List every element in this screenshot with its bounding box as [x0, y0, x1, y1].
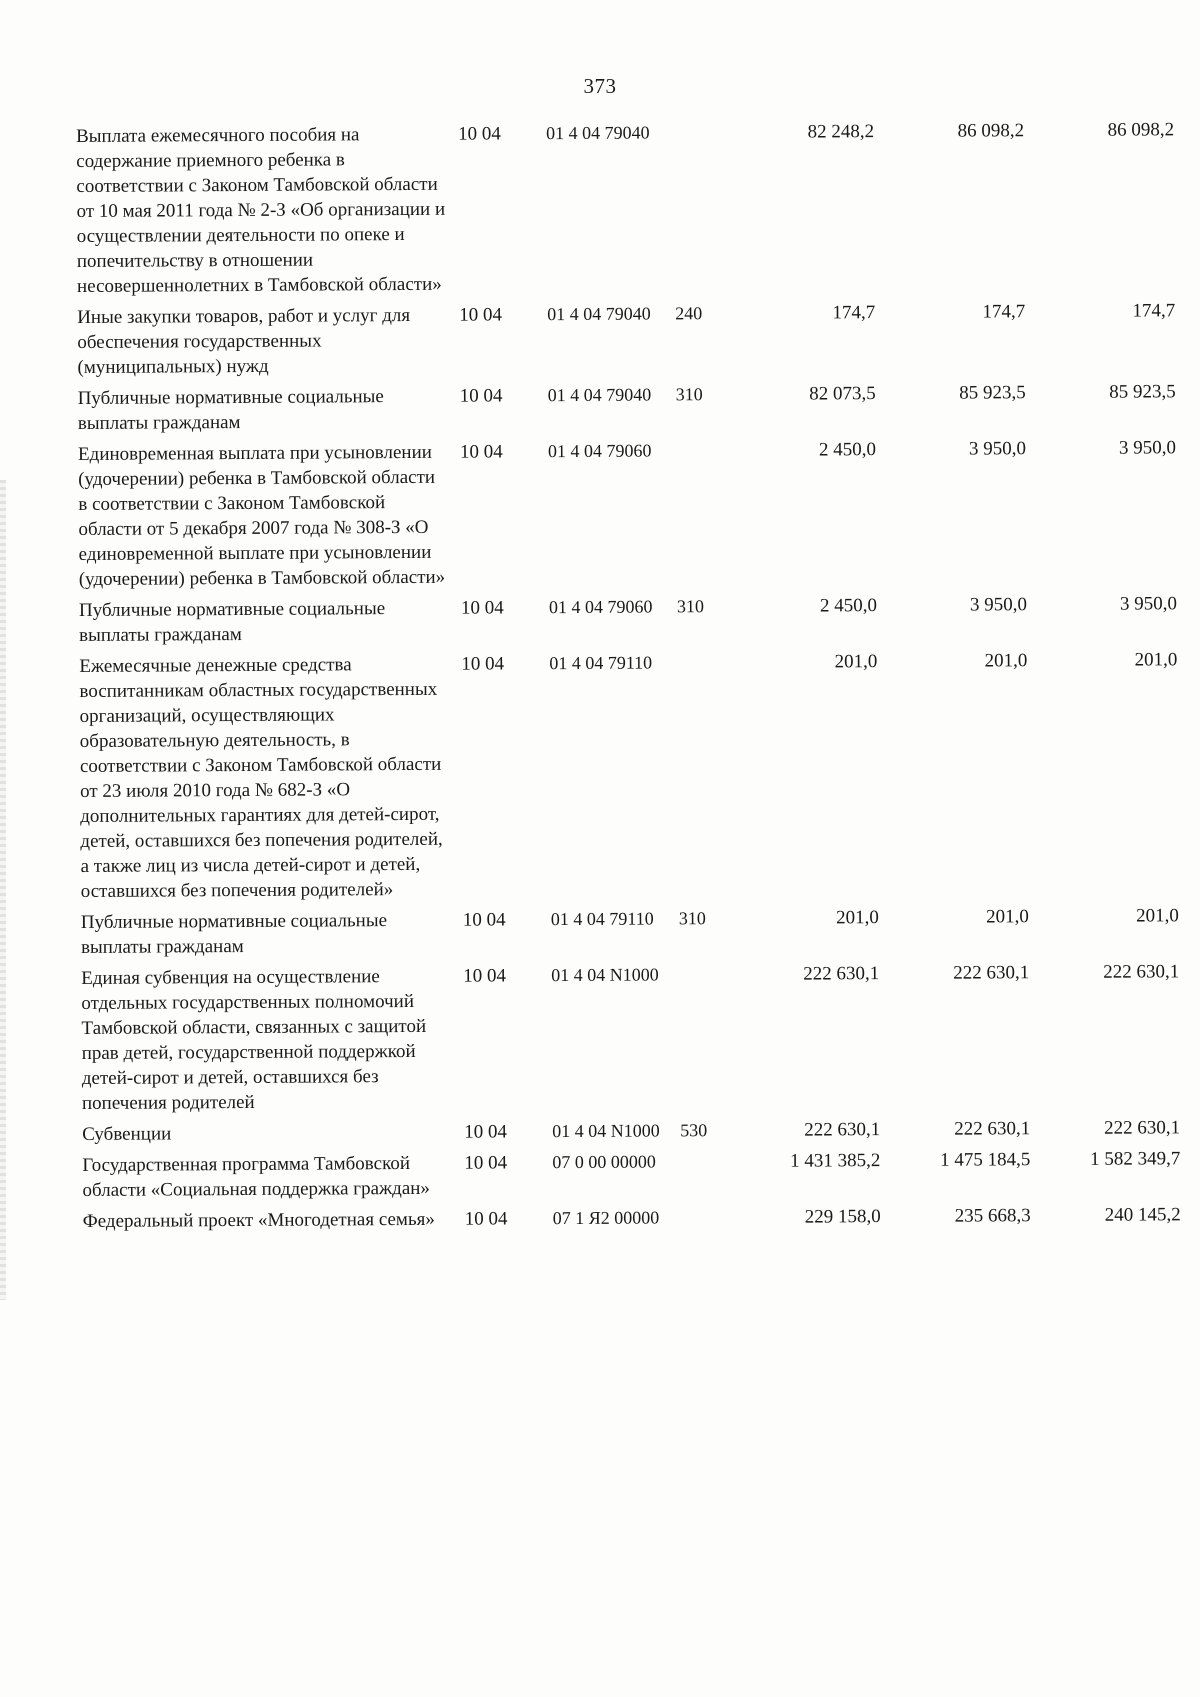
row-section-code: 10 04: [458, 123, 501, 145]
row-section-code: 10 04: [462, 909, 506, 931]
row-amount-year1: 222 630,1: [804, 1119, 881, 1141]
row-amount-year2: 86 098,2: [957, 120, 1025, 142]
row-target-article: 01 4 04 79040: [547, 303, 651, 325]
row-target-article: 07 0 00 00000: [552, 1151, 656, 1173]
row-name: Субвенции: [82, 1123, 172, 1145]
row-amount-year1: 1 431 385,2: [790, 1150, 881, 1172]
row-section-code: 10 04: [463, 965, 507, 987]
row-amount-year3: 3 950,0: [1119, 593, 1178, 615]
page-number: 373: [583, 74, 617, 98]
row-amount-year2: 174,7: [982, 301, 1026, 323]
row-section-code: 10 04: [459, 304, 502, 326]
row-amount-year3: 240 145,2: [1104, 1204, 1181, 1226]
row-amount-year1: 174,7: [832, 302, 876, 324]
table-row: [81, 959, 1192, 1116]
row-amount-year1: 82 248,2: [807, 121, 875, 143]
table-row: [82, 1115, 1192, 1147]
row-target-article: 01 4 04 79040: [547, 384, 652, 406]
row-expense-type: 310: [675, 384, 703, 405]
row-amount-year2: 201,0: [984, 650, 1028, 672]
row-amount-year1: 201,0: [834, 651, 878, 673]
row-amount-year3: 174,7: [1132, 300, 1176, 322]
row-amount-year2: 201,0: [986, 906, 1029, 928]
row-expense-type: 240: [675, 303, 703, 324]
row-section-code: 10 04: [461, 653, 505, 675]
row-target-article: 01 4 04 79110: [549, 652, 653, 674]
row-expense-type: 310: [676, 596, 705, 617]
row-name: Публичные нормативные социальные выплаты гражданам: [80, 910, 388, 958]
row-section-code: 10 04: [459, 441, 503, 463]
row-amount-year1: 201,0: [836, 907, 879, 929]
row-amount-year1: 2 450,0: [818, 439, 877, 461]
row-name: Иные закупки товаров, работ и услуг для обеспечения государственных (муниципальных) нужд: [77, 304, 411, 378]
row-amount-year3: 85 923,5: [1109, 381, 1176, 403]
table-row: [83, 1202, 1193, 1234]
budget-table: [76, 117, 1193, 1240]
table-row: [81, 903, 1191, 960]
table-row: [78, 379, 1188, 436]
row-amount-year2: 3 950,0: [968, 438, 1027, 460]
row-amount-year3: 1 582 349,7: [1090, 1148, 1181, 1170]
row-expense-type: 530: [680, 1120, 708, 1141]
row-amount-year3: 222 630,1: [1104, 1117, 1181, 1139]
row-amount-year3: 222 630,1: [1103, 961, 1180, 983]
row-amount-year1: 229 158,0: [804, 1206, 881, 1228]
table-row: [79, 647, 1191, 904]
scan-edge-artifact: [0, 480, 6, 1300]
row-name: Единая субвенция на осуществление отдельных государственных полномочий Тамбовской области, связанных с защитой прав детей, государственной поддержкой детей-сирот и детей, оставшихся без попечения родителей: [81, 966, 427, 1114]
table-row: [78, 435, 1189, 592]
row-target-article: 01 4 04 79110: [550, 908, 654, 930]
row-amount-year2: 235 668,3: [954, 1205, 1031, 1227]
table-row: [76, 117, 1187, 299]
table-row: [79, 591, 1189, 648]
row-amount-year3: 201,0: [1136, 905, 1179, 927]
row-expense-type: 310: [678, 908, 706, 929]
row-amount-year3: 201,0: [1134, 649, 1178, 671]
row-target-article: 01 4 04 79060: [548, 596, 653, 618]
row-name: Государственная программа Тамбовской области «Социальная поддержка граждан»: [82, 1152, 430, 1201]
row-section-code: 10 04: [464, 1208, 508, 1230]
row-amount-year1: 2 450,0: [819, 595, 878, 617]
table-row: [82, 1146, 1192, 1203]
row-target-article: 07 1 Я2 00000: [552, 1207, 660, 1229]
row-amount-year3: 3 950,0: [1118, 437, 1177, 459]
row-amount-year2: 3 950,0: [969, 594, 1028, 616]
row-target-article: 01 4 04 79060: [547, 440, 652, 462]
row-name: Публичные нормативные социальные выплаты гражданам: [78, 598, 386, 646]
row-name: Публичные нормативные социальные выплаты гражданам: [77, 386, 384, 434]
row-amount-year2: 222 630,1: [954, 1118, 1031, 1140]
row-section-code: 10 04: [459, 385, 503, 407]
row-amount-year1: 222 630,1: [803, 963, 880, 985]
row-amount-year1: 82 073,5: [809, 383, 876, 405]
row-target-article: 01 4 04 79040: [546, 122, 650, 144]
row-amount-year3: 86 098,2: [1107, 119, 1175, 141]
row-section-code: 10 04: [460, 597, 504, 619]
row-name: Единовременная выплата при усыновлении (удочерении) ребенка в Тамбовской области в соответствии с Законом Тамбовской области от 5 декабря 2007 года № 308-З «О единовременной выплате при усыновлении (удочерении) ребенка в Тамбовской области»: [77, 441, 446, 590]
row-target-article: 01 4 04 N1000: [551, 964, 659, 986]
row-target-article: 01 4 04 N1000: [552, 1120, 660, 1142]
row-name: Выплата ежемесячного пособия на содержание приемного ребенка в соответствии с Законом Тамбовской области от 10 мая 2011 года № 2-З «Об организации и осуществлении деятельности по опеке и попечительству в отношении несовершеннолетних в Тамбовской области»: [76, 124, 446, 297]
table-row: [77, 298, 1187, 380]
row-section-code: 10 04: [464, 1121, 507, 1143]
row-amount-year2: 222 630,1: [953, 962, 1030, 984]
row-amount-year2: 85 923,5: [959, 382, 1026, 404]
row-section-code: 10 04: [464, 1152, 508, 1174]
row-name: Федеральный проект «Многодетная семья»: [82, 1208, 435, 1232]
row-amount-year2: 1 475 184,5: [940, 1149, 1031, 1171]
row-name: Ежемесячные денежные средства воспитанникам областных государственных организаций, осуществляющих образовательную деятельность, в соответствии с Законом Тамбовской области от 23 июля 2010 года № 682-З «О дополнительных гарантиях для детей-сирот, детей, оставшихся без попечения родителей, а также лиц из числа детей-сирот и детей, оставшихся без попечения родителей»: [79, 654, 443, 902]
